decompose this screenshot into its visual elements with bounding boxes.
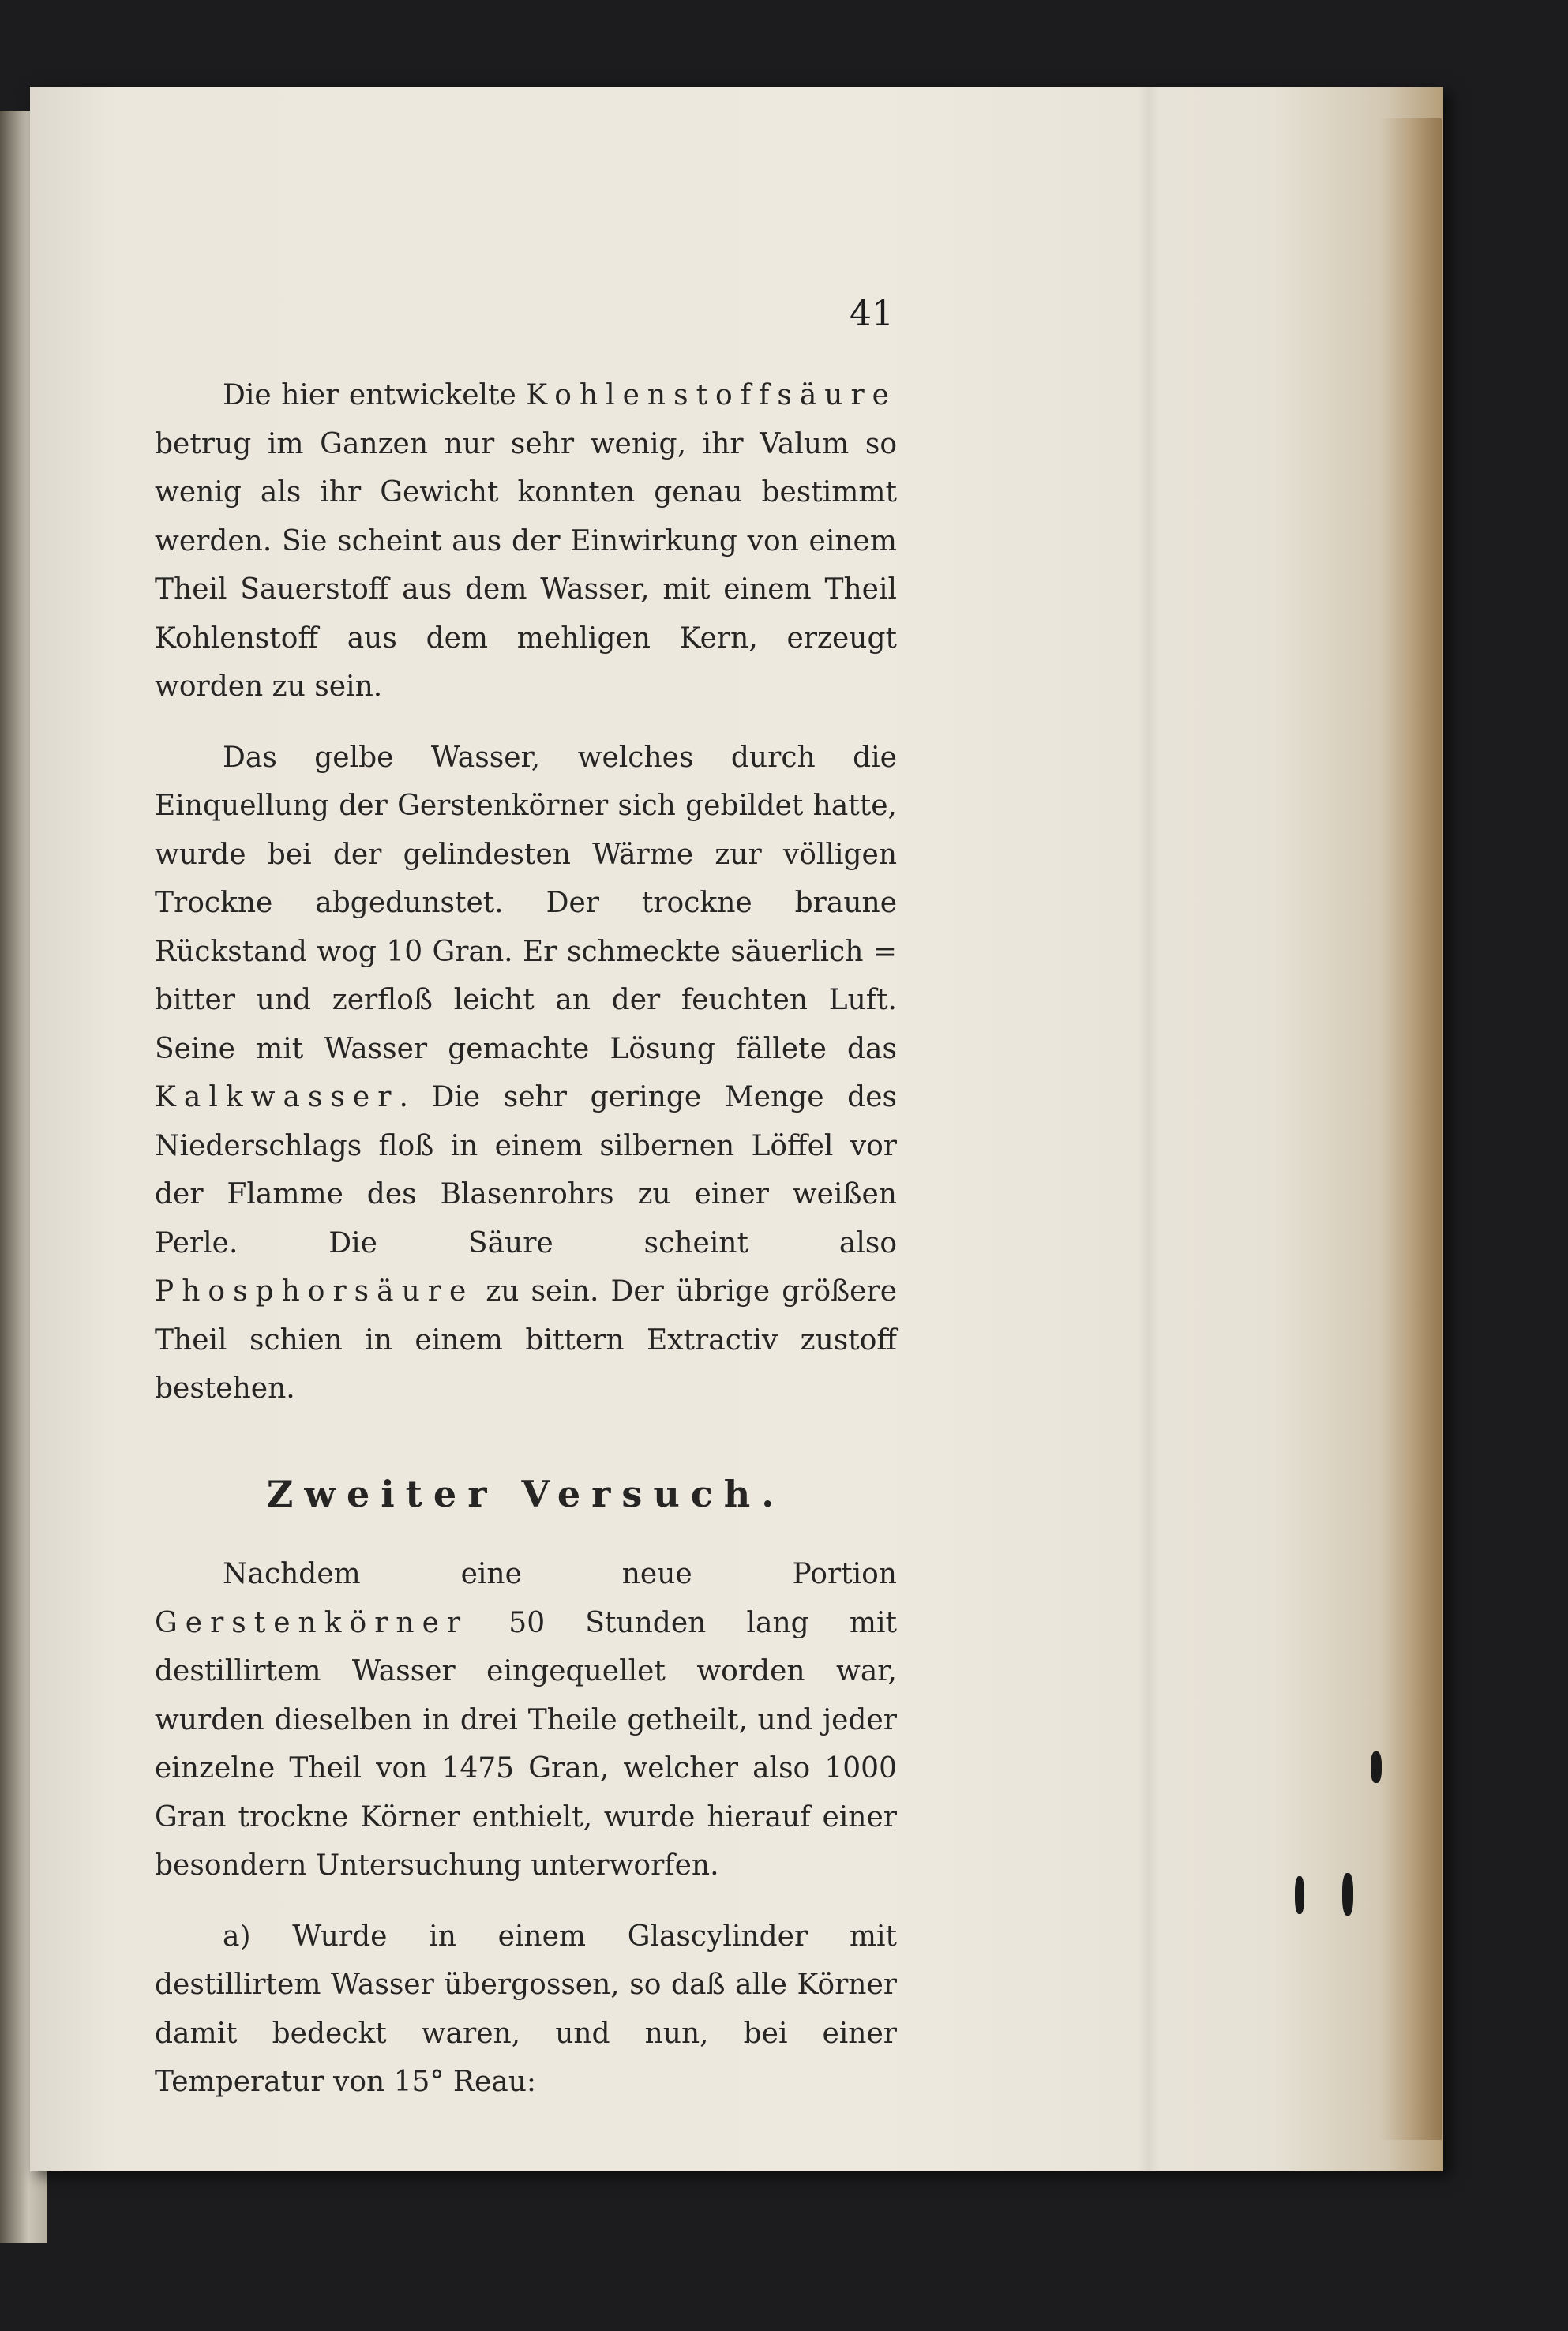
text-segment: betrug im Ganzen nur sehr wenig, ihr Valum so wenig als ihr Gewicht konnten genau bestimmt werden. Sie scheint aus der Einwirkung von einem Theil Sauerstoff aus dem Wasser, mit einem Theil Kohlenstoff aus dem mehligen Kern, erzeugt worden zu sein. <box>155 427 897 703</box>
ink-blot <box>1371 1751 1382 1783</box>
emphasized-term: Kohlenstoffsäure <box>526 379 897 411</box>
page-edge-stain <box>1379 118 1442 2140</box>
ink-blot <box>1342 1873 1353 1916</box>
text-segment: . Die sehr geringe Menge des Niederschlags floß in einem silbernen Löffel vor der Flamme des Blasenrohrs zu einer weißen Perle. Die Säure scheint also <box>155 1081 897 1259</box>
text-segment: zu sein. Der übrige größere Theil schien in einem bittern Extractiv zustoff bestehen. <box>155 1275 897 1405</box>
paragraph <box>155 1912 897 2107</box>
paragraph <box>155 1550 897 1890</box>
section-heading: Zweiter Versuch. <box>266 1472 786 1515</box>
page-number: 41 <box>850 294 894 334</box>
text-segment: Nachdem eine neue Portion <box>223 1558 897 1590</box>
text-segment: a) Wurde in einem Glascylinder mit destillirtem Wasser übergossen, so daß alle Körner damit bedeckt waren, und nun, bei einer Temperatur von 15° Reau: <box>155 1920 897 2098</box>
paragraph <box>155 734 897 1413</box>
paragraph <box>155 371 897 711</box>
emphasized-term: Gerstenkörner <box>155 1606 469 1639</box>
emphasized-term: Phosphorsäure <box>155 1275 475 1308</box>
text-segment: 50 Stunden lang mit destillirtem Wasser eingequellet worden war, wurden dieselben in drei Theile getheilt, und jeder einzelne Theil von 1475 Gran, welcher also 1000 Gran trockne Körner enthielt, wurde hierauf einer besondern Untersuchung unterworfen. <box>155 1606 897 1882</box>
page-text <box>155 371 897 2107</box>
page-fold-shadow <box>1137 87 1161 2171</box>
ink-blot <box>1295 1876 1304 1914</box>
text-segment: Die hier entwickelte <box>223 379 527 411</box>
emphasized-term: Kalkwasser <box>155 1081 400 1113</box>
text-segment: Das gelbe Wasser, welches durch die Einquellung der Gerstenkörner sich gebildet hatte, wurde bei der gelindesten Wärme zur völligen Trockne abgedunstet. Der trockne braune Rückstand wog 10 Gran. Er schmeckte säuerlich = bitter und zerfloß leicht an der feuchten Luft. Seine mit Wasser gemachte Lösung fällete das <box>155 741 897 1065</box>
